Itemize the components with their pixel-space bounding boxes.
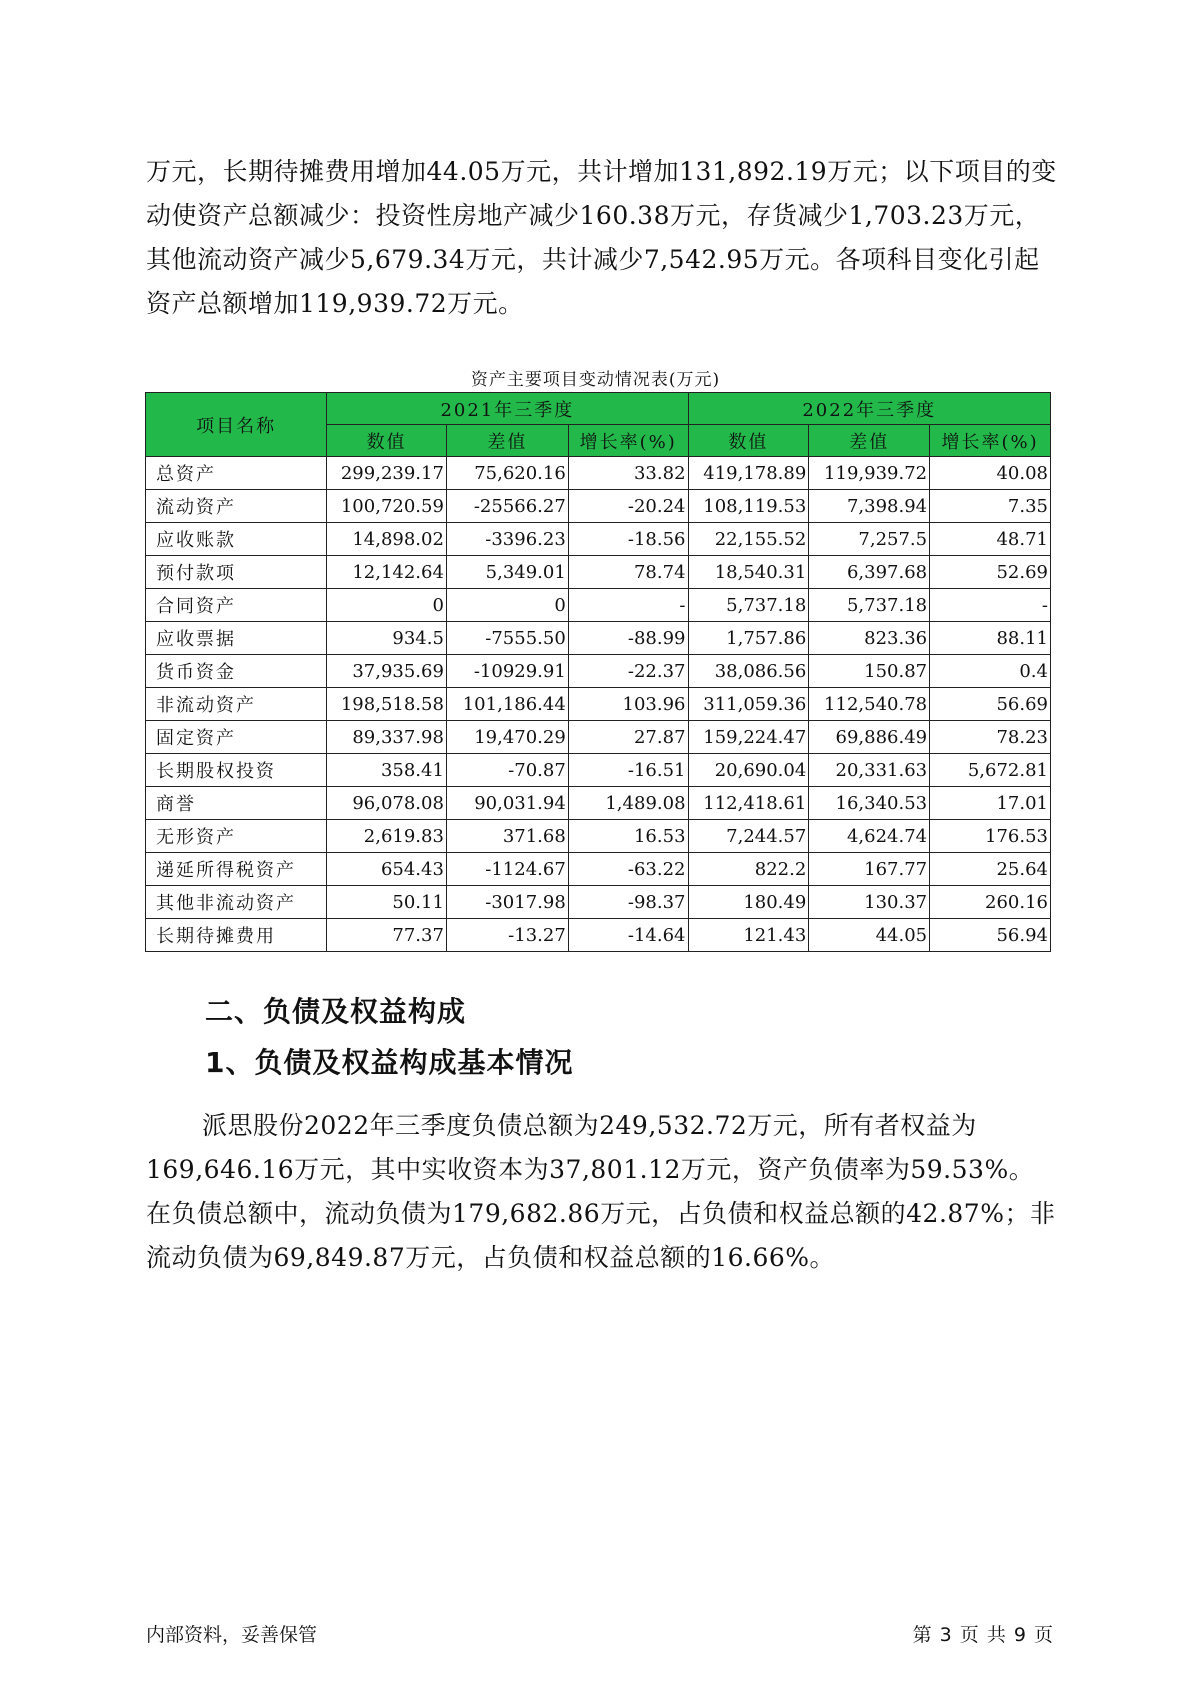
- value-2022-cell: 38,086.56: [688, 655, 809, 688]
- value-2022-cell: 108,119.53: [688, 490, 809, 523]
- header-value: 数值: [688, 425, 809, 457]
- header-period-2021: 2021年三季度: [327, 393, 688, 425]
- growth-2021-cell: 103.96: [568, 688, 688, 721]
- growth-2021-cell: -22.37: [568, 655, 688, 688]
- value-2021-cell: 96,078.08: [327, 787, 447, 820]
- row-name-cell: 合同资产: [146, 589, 327, 622]
- value-2022-cell: 22,155.52: [688, 523, 809, 556]
- table-row: [146, 853, 1051, 886]
- table-row: [146, 886, 1051, 919]
- table-row: [146, 820, 1051, 853]
- growth-2021-cell: 16.53: [568, 820, 688, 853]
- diff-2022-cell: 44.05: [809, 919, 930, 952]
- header-value: 数值: [327, 425, 447, 457]
- diff-2022-cell: 167.77: [809, 853, 930, 886]
- header-diff: 差值: [446, 425, 568, 457]
- header-growth: 增长率(%): [568, 425, 688, 457]
- diff-2021-cell: -7555.50: [446, 622, 568, 655]
- table-row: [146, 556, 1051, 589]
- table-row: [146, 721, 1051, 754]
- row-name-cell: 商誉: [146, 787, 327, 820]
- row-name-cell: 应收票据: [146, 622, 327, 655]
- header-growth: 增长率(%): [930, 425, 1051, 457]
- diff-2022-cell: 119,939.72: [809, 457, 930, 490]
- section-heading: 二、负债及权益构成: [205, 995, 467, 1028]
- growth-2021-cell: -98.37: [568, 886, 688, 919]
- growth-2022-cell: 88.11: [930, 622, 1051, 655]
- growth-2021-cell: 27.87: [568, 721, 688, 754]
- growth-2022-cell: 40.08: [930, 457, 1051, 490]
- diff-2021-cell: 19,470.29: [446, 721, 568, 754]
- table-row: [146, 589, 1051, 622]
- row-name-cell: 递延所得税资产: [146, 853, 327, 886]
- diff-2021-cell: -3017.98: [446, 886, 568, 919]
- value-2022-cell: 121.43: [688, 919, 809, 952]
- diff-2022-cell: 112,540.78: [809, 688, 930, 721]
- growth-2022-cell: 56.94: [930, 919, 1051, 952]
- diff-2022-cell: 16,340.53: [809, 787, 930, 820]
- value-2021-cell: 2,619.83: [327, 820, 447, 853]
- table-row: [146, 754, 1051, 787]
- diff-2021-cell: 0: [446, 589, 568, 622]
- value-2022-cell: 822.2: [688, 853, 809, 886]
- row-name-cell: 货币资金: [146, 655, 327, 688]
- growth-2021-cell: 78.74: [568, 556, 688, 589]
- value-2022-cell: 180.49: [688, 886, 809, 919]
- intro-paragraph: 万元，长期待摊费用增加44.05万元，共计增加131,892.19万元；以下项目的变动使资产总额减少：投资性房地产减少160.38万元，存货减少1,703.23万元，其他流动资产减少5,679.34万元，共计减少7,542.95万元。各项科目变化引起资产总额增加119,939.72万元。: [146, 157, 1057, 318]
- diff-2021-cell: 5,349.01: [446, 556, 568, 589]
- diff-2022-cell: 7,257.5: [809, 523, 930, 556]
- asset-change-table: [145, 392, 1051, 952]
- diff-2022-cell: 69,886.49: [809, 721, 930, 754]
- value-2021-cell: 358.41: [327, 754, 447, 787]
- row-name-cell: 无形资产: [146, 820, 327, 853]
- value-2022-cell: 5,737.18: [688, 589, 809, 622]
- diff-2021-cell: -3396.23: [446, 523, 568, 556]
- diff-2022-cell: 5,737.18: [809, 589, 930, 622]
- growth-2021-cell: -18.56: [568, 523, 688, 556]
- value-2021-cell: 198,518.58: [327, 688, 447, 721]
- growth-2021-cell: -63.22: [568, 853, 688, 886]
- growth-2021-cell: -16.51: [568, 754, 688, 787]
- diff-2022-cell: 6,397.68: [809, 556, 930, 589]
- table-body: [146, 457, 1051, 952]
- growth-2022-cell: 52.69: [930, 556, 1051, 589]
- diff-2021-cell: -70.87: [446, 754, 568, 787]
- table-row: [146, 919, 1051, 952]
- value-2022-cell: 112,418.61: [688, 787, 809, 820]
- row-name-cell: 长期股权投资: [146, 754, 327, 787]
- value-2022-cell: 20,690.04: [688, 754, 809, 787]
- growth-2021-cell: -20.24: [568, 490, 688, 523]
- table-row: [146, 787, 1051, 820]
- value-2022-cell: 18,540.31: [688, 556, 809, 589]
- growth-2022-cell: 56.69: [930, 688, 1051, 721]
- table-row: [146, 688, 1051, 721]
- growth-2022-cell: 25.64: [930, 853, 1051, 886]
- header-item-name: 项目名称: [146, 393, 327, 457]
- subsection-heading: 1、负债及权益构成基本情况: [205, 1046, 574, 1079]
- value-2021-cell: 89,337.98: [327, 721, 447, 754]
- row-name-cell: 总资产: [146, 457, 327, 490]
- value-2021-cell: 37,935.69: [327, 655, 447, 688]
- footer-confidential: 内部资料，妥善保管: [146, 1624, 318, 1646]
- diff-2021-cell: -1124.67: [446, 853, 568, 886]
- value-2021-cell: 0: [327, 589, 447, 622]
- table-row: [146, 523, 1051, 556]
- growth-2022-cell: 0.4: [930, 655, 1051, 688]
- value-2021-cell: 654.43: [327, 853, 447, 886]
- body-paragraph: 派思股份2022年三季度负债总额为249,532.72万元，所有者权益为169,646.16万元，其中实收资本为37,801.12万元，资产负债率为59.53%。在负债总额中，流动负债为179,682.86万元，占负债和权益总额的42.87%；非流动负债为69,849.87万元，占负债和权益总额的16.66%。: [146, 1111, 1056, 1272]
- table-row: [146, 655, 1051, 688]
- table-row: [146, 622, 1051, 655]
- value-2022-cell: 311,059.36: [688, 688, 809, 721]
- diff-2022-cell: 150.87: [809, 655, 930, 688]
- header-period-2022: 2022年三季度: [688, 393, 1050, 425]
- growth-2021-cell: 1,489.08: [568, 787, 688, 820]
- diff-2022-cell: 7,398.94: [809, 490, 930, 523]
- value-2021-cell: 12,142.64: [327, 556, 447, 589]
- value-2021-cell: 934.5: [327, 622, 447, 655]
- diff-2022-cell: 823.36: [809, 622, 930, 655]
- diff-2021-cell: 371.68: [446, 820, 568, 853]
- row-name-cell: 预付款项: [146, 556, 327, 589]
- diff-2021-cell: -13.27: [446, 919, 568, 952]
- growth-2022-cell: 176.53: [930, 820, 1051, 853]
- table-row: [146, 490, 1051, 523]
- row-name-cell: 流动资产: [146, 490, 327, 523]
- growth-2022-cell: 5,672.81: [930, 754, 1051, 787]
- table-row: [146, 457, 1051, 490]
- table-caption: 资产主要项目变动情况表(万元): [470, 370, 721, 390]
- value-2022-cell: 159,224.47: [688, 721, 809, 754]
- diff-2021-cell: 75,620.16: [446, 457, 568, 490]
- value-2021-cell: 299,239.17: [327, 457, 447, 490]
- growth-2022-cell: 260.16: [930, 886, 1051, 919]
- value-2022-cell: 419,178.89: [688, 457, 809, 490]
- growth-2022-cell: 7.35: [930, 490, 1051, 523]
- value-2021-cell: 14,898.02: [327, 523, 447, 556]
- value-2022-cell: 1,757.86: [688, 622, 809, 655]
- growth-2022-cell: -: [930, 589, 1051, 622]
- value-2021-cell: 50.11: [327, 886, 447, 919]
- value-2022-cell: 7,244.57: [688, 820, 809, 853]
- diff-2022-cell: 130.37: [809, 886, 930, 919]
- growth-2022-cell: 78.23: [930, 721, 1051, 754]
- footer-page-number: 第 3 页 共 9 页: [912, 1624, 1054, 1646]
- diff-2021-cell: 90,031.94: [446, 787, 568, 820]
- growth-2021-cell: -: [568, 589, 688, 622]
- header-diff: 差值: [809, 425, 930, 457]
- row-name-cell: 其他非流动资产: [146, 886, 327, 919]
- diff-2021-cell: 101,186.44: [446, 688, 568, 721]
- diff-2022-cell: 4,624.74: [809, 820, 930, 853]
- row-name-cell: 长期待摊费用: [146, 919, 327, 952]
- growth-2022-cell: 48.71: [930, 523, 1051, 556]
- growth-2022-cell: 17.01: [930, 787, 1051, 820]
- diff-2021-cell: -10929.91: [446, 655, 568, 688]
- value-2021-cell: 77.37: [327, 919, 447, 952]
- diff-2022-cell: 20,331.63: [809, 754, 930, 787]
- growth-2021-cell: 33.82: [568, 457, 688, 490]
- growth-2021-cell: -88.99: [568, 622, 688, 655]
- diff-2021-cell: -25566.27: [446, 490, 568, 523]
- row-name-cell: 固定资产: [146, 721, 327, 754]
- row-name-cell: 非流动资产: [146, 688, 327, 721]
- growth-2021-cell: -14.64: [568, 919, 688, 952]
- table-header-row: [146, 393, 1051, 425]
- value-2021-cell: 100,720.59: [327, 490, 447, 523]
- row-name-cell: 应收账款: [146, 523, 327, 556]
